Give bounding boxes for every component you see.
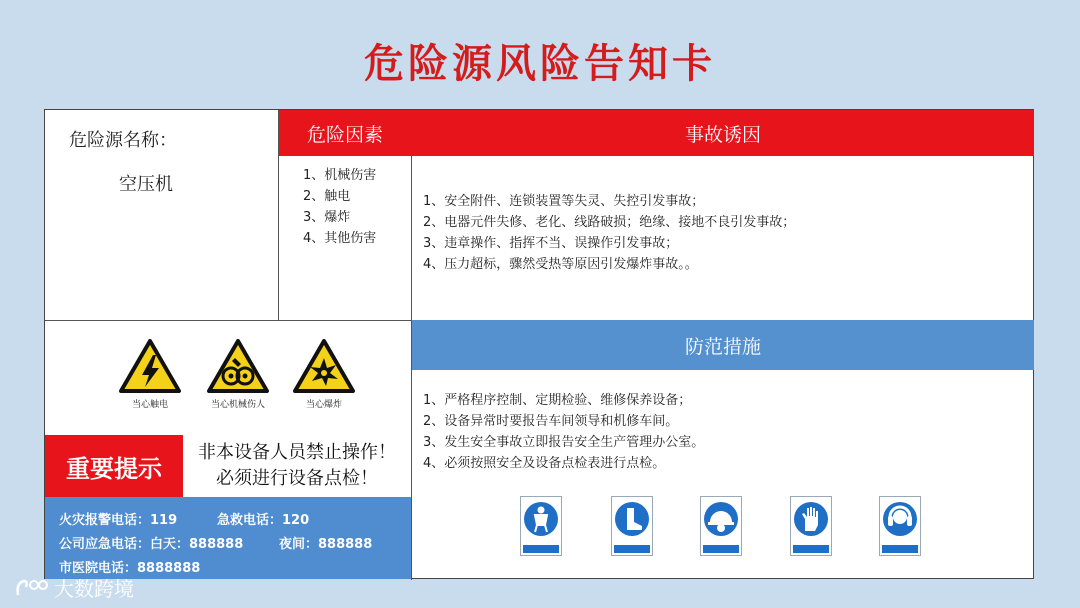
list-item: 2、触电: [303, 189, 351, 204]
warning-sign-label: 当心触电: [131, 400, 168, 410]
list-item: 1、机械伤害: [303, 168, 377, 183]
list-item: 4、压力超标，骤然受热等原因引发爆炸事故。。: [423, 257, 698, 272]
machinery-injury-warning-icon: [206, 338, 270, 394]
warning-sign: [289, 338, 359, 410]
explosion-warning-icon: [292, 338, 356, 394]
mandatory-sign: [700, 496, 742, 556]
protective-boots-icon: [614, 501, 650, 537]
brand-logo-icon: [14, 577, 48, 599]
protective-gloves-icon: [793, 501, 829, 537]
warning-sign: [197, 338, 279, 410]
list-item: 2、电器元件失修、老化、线路破损；绝缘、接地不良引发事故；: [423, 215, 796, 230]
hospital-phone: 市医院电话：8888888: [59, 561, 201, 576]
ear-protection-icon: [882, 501, 918, 537]
accident-causes-header: 事故诱因: [412, 110, 1034, 156]
accident-causes-list: [423, 191, 795, 275]
mandatory-sign: [879, 496, 921, 556]
list-item: 4、必须按照安全及设备点检表进行点检。: [423, 456, 666, 471]
hazard-source-value: 空压机: [119, 174, 173, 195]
list-item: 3、发生安全事故立即报告安全生产管理办公室。: [423, 435, 705, 450]
company-day-phone: 公司应急电话：白天：888888: [59, 537, 244, 552]
notice-line: 必须进行设备点检！: [216, 468, 378, 489]
safety-harness-icon: [523, 501, 559, 537]
warning-sign: [115, 338, 185, 410]
important-notice-text: [183, 435, 411, 497]
mandatory-sign: [520, 496, 562, 556]
watermark-text: 大数跨境: [54, 577, 134, 601]
list-item: 3、爆炸: [303, 210, 351, 225]
card-title: 危险源风险告知卡: [364, 41, 716, 87]
list-item: 1、安全附件、连锁装置等失灵、失控引发事故；: [423, 194, 705, 209]
fire-phone: 火灾报警电话：119: [59, 513, 178, 528]
emergency-phones-panel: [45, 497, 411, 579]
notice-line: 非本设备人员禁止操作！: [198, 442, 396, 463]
list-item: 4、其他伤害: [303, 231, 377, 246]
watermark: [14, 573, 134, 602]
mandatory-sign: [611, 496, 653, 556]
hazard-source-label: 危险源名称：: [69, 130, 177, 151]
risk-notice-card: [44, 109, 1034, 579]
list-item: 3、违章操作、指挥不当、误操作引发事故；: [423, 236, 679, 251]
mandatory-sign: [790, 496, 832, 556]
electric-shock-warning-icon: [118, 338, 182, 394]
risk-factors-header: 危险因素: [279, 110, 411, 156]
preventive-measures-list: [423, 390, 704, 474]
list-item: 2、设备异常时要报告车间领导和机修车间。: [423, 414, 679, 429]
list-item: 1、严格程序控制、定期检验、维修保养设备；: [423, 393, 692, 408]
safety-helmet-icon: [703, 501, 739, 537]
divider: [45, 320, 411, 321]
ambulance-phone: 急救电话：120: [217, 513, 310, 528]
warning-sign-label: 当心机械伤人: [210, 400, 265, 410]
preventive-measures-header: 防范措施: [412, 320, 1034, 370]
company-night-phone: 夜间：888888: [279, 537, 373, 552]
important-notice-label: 重要提示: [45, 435, 183, 497]
warning-sign-label: 当心爆炸: [305, 400, 342, 410]
risk-factors-list: [303, 165, 376, 249]
